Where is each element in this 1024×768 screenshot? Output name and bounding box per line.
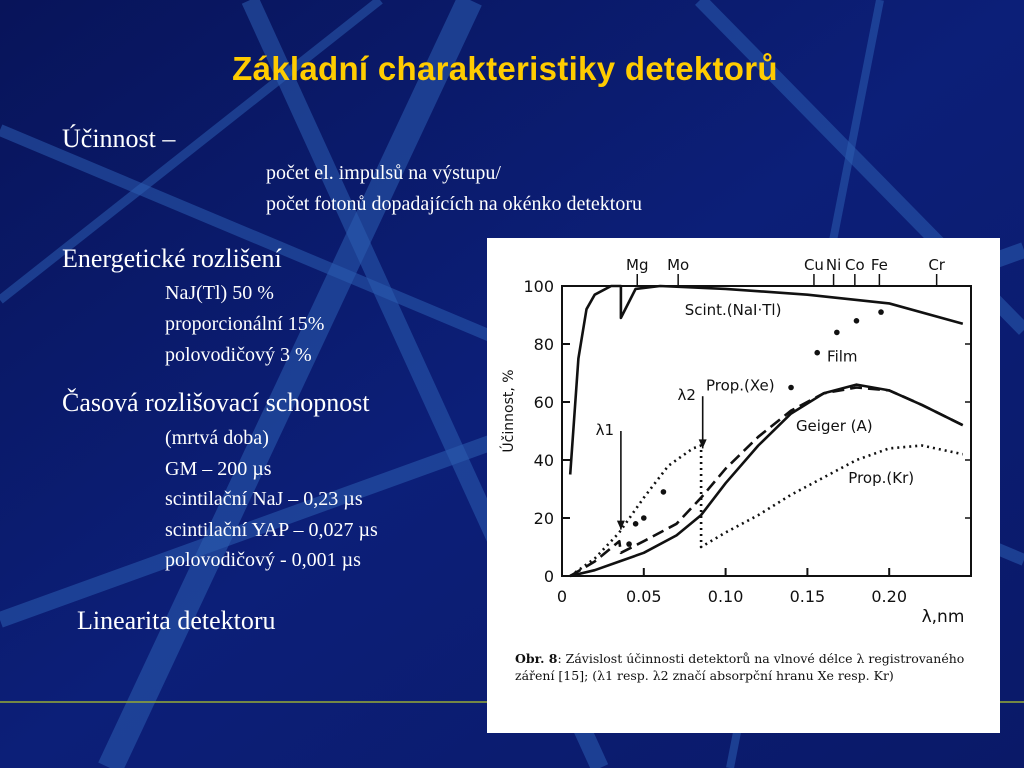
film-point bbox=[641, 515, 647, 521]
energy-resolution-heading: Energetické rozlišení bbox=[62, 244, 282, 273]
caption-label: Obr. 8 bbox=[515, 651, 558, 666]
series-label: Geiger (A) bbox=[795, 417, 873, 435]
x-tick-label: 0 bbox=[556, 587, 568, 606]
y-axis-label: Účinnost, % bbox=[501, 369, 517, 453]
top-element-label: Cu bbox=[803, 256, 824, 274]
y-tick-label: 0 bbox=[543, 567, 554, 586]
x-tick-label: 0.10 bbox=[707, 587, 744, 606]
film-point bbox=[834, 330, 840, 336]
x-tick-label: 0.20 bbox=[871, 587, 908, 606]
efficiency-chart bbox=[487, 238, 1000, 648]
time-resolution-line-5: polovodičový - 0,001 µs bbox=[165, 549, 361, 571]
edge-label: λ1 bbox=[595, 421, 615, 439]
edge-label: λ2 bbox=[677, 386, 696, 405]
time-resolution-line-2: GM – 200 µs bbox=[165, 458, 272, 480]
efficiency-line-2: počet fotonů dopadajících na okénko detektoru bbox=[266, 193, 642, 215]
y-tick-label: 100 bbox=[523, 277, 554, 296]
film-point bbox=[854, 318, 860, 324]
series-line-prop-kr bbox=[570, 446, 963, 577]
y-tick-label: 20 bbox=[533, 509, 554, 528]
top-element-label: Mo bbox=[667, 256, 690, 274]
film-point bbox=[814, 350, 820, 356]
energy-resolution-line-3: polovodičový 3 % bbox=[165, 344, 312, 366]
efficiency-figure bbox=[487, 238, 1000, 733]
efficiency-heading: Účinnost – bbox=[62, 124, 176, 153]
caption-text: : Závislost účinnosti detektorů na vlnové délce λ registrovaného záření [15]; (λ1 resp. λ2 značí absorpční hranu Xe resp. Kr) bbox=[515, 651, 965, 683]
linearity-heading: Linearita detektoru bbox=[77, 606, 276, 635]
film-point bbox=[878, 309, 884, 315]
top-element-label: Cr bbox=[928, 256, 945, 274]
film-point bbox=[788, 385, 794, 391]
top-element-label: Co bbox=[845, 256, 865, 274]
energy-resolution-line-2: proporcionální 15% bbox=[165, 313, 325, 335]
efficiency-line-1: počet el. impulsů na výstupu/ bbox=[266, 162, 501, 184]
time-resolution-line-1: (mrtvá doba) bbox=[165, 427, 269, 449]
time-resolution-heading: Časová rozlišovací schopnost bbox=[62, 388, 370, 417]
y-tick-label: 60 bbox=[533, 393, 554, 412]
y-tick-label: 80 bbox=[533, 335, 554, 354]
time-resolution-line-4: scintilační YAP – 0,027 µs bbox=[165, 519, 378, 541]
plot-frame bbox=[562, 286, 971, 576]
energy-resolution-line-1: NaJ(Tl) 50 % bbox=[165, 282, 274, 304]
series-label: Film bbox=[827, 347, 858, 366]
top-element-label: Mg bbox=[626, 256, 649, 274]
y-tick-label: 40 bbox=[533, 451, 554, 470]
time-resolution-line-3: scintilační NaJ – 0,23 µs bbox=[165, 488, 363, 510]
figure-caption bbox=[515, 650, 993, 684]
series-label: Scint.(NaI·Tl) bbox=[684, 301, 782, 319]
film-point bbox=[626, 541, 632, 547]
x-tick-label: 0.05 bbox=[625, 587, 662, 606]
x-tick-label: 0.15 bbox=[789, 587, 826, 606]
edge-arrow-head bbox=[699, 439, 707, 448]
top-element-label: Ni bbox=[825, 256, 842, 274]
x-axis-label: λ,nm bbox=[921, 607, 965, 627]
top-element-label: Fe bbox=[870, 256, 888, 274]
film-point bbox=[661, 489, 667, 495]
film-point bbox=[633, 521, 639, 527]
series-label: Prop.(Xe) bbox=[705, 376, 775, 395]
edge-arrow-head bbox=[617, 521, 625, 530]
series-label: Prop.(Kr) bbox=[848, 469, 915, 488]
slide-title: Základní charakteristiky detektorů bbox=[232, 50, 778, 87]
